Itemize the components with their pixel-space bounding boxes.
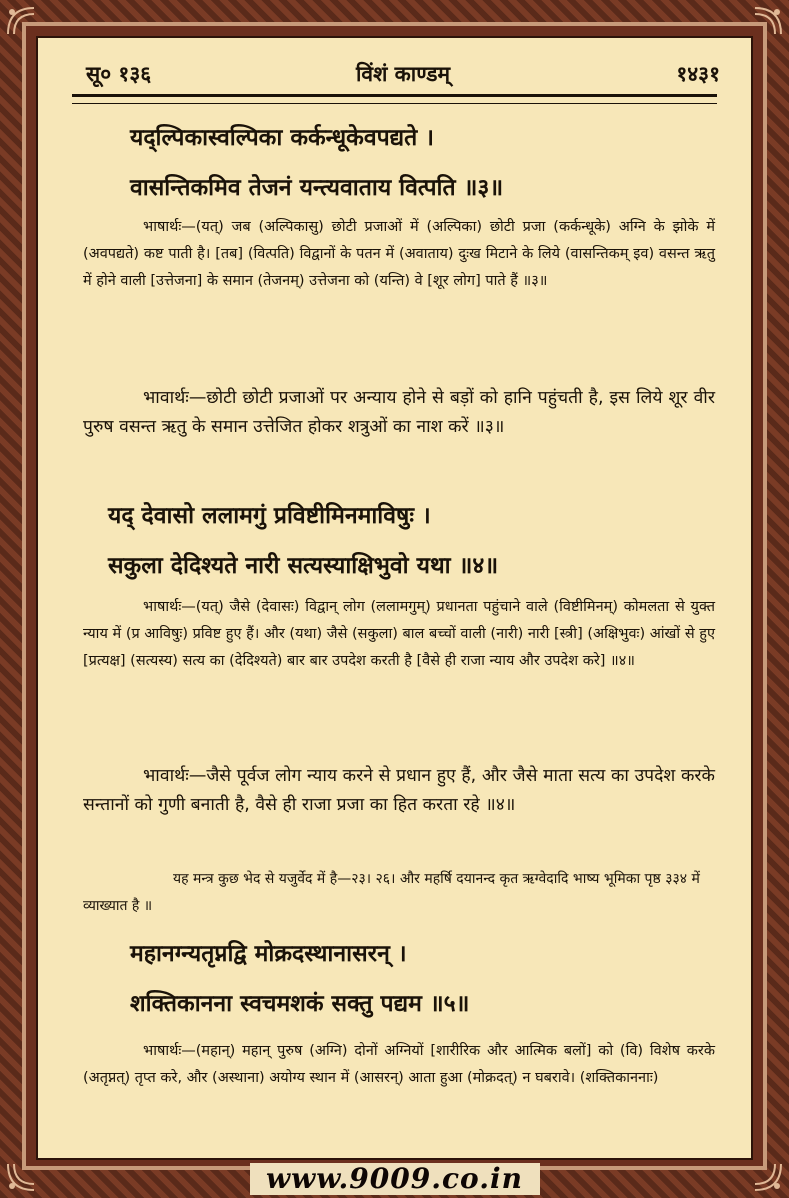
header-rule — [72, 94, 717, 104]
page-header — [78, 56, 728, 92]
website-url: www.9009.co.in — [266, 1162, 523, 1195]
mantra-3-line-2: वासन्तिकमिव तेजनं यन्त्यवाताय वित्पति ॥३॥ — [130, 175, 504, 201]
page-number: १४३१ — [676, 62, 720, 86]
kanda-title: विंशं काण्डम् — [355, 62, 451, 86]
bhashya-4: भाषार्थः—(यत्) जैसे (देवासः) विद्वान् लोग (ललामगुम्) प्रधानता पहुंचाने वाले (विष्टीमिनम्) कोमलता से युक्त न्याय में (प्र आविषुः) प्रविष्ट हुए हैं। और (यथा) जैसे (सकुला) बाल बच्चों वाली (नारी) नारी [स्त्री] (अक्षिभुवः) आंखों से हुए [प्रत्यक्ष] (सत्यस्य) सत्य का (देदिश्यते) बार बार उपदेश करती है [वैसे ही राजा न्याय और उपदेश करे] ॥४॥ — [83, 599, 715, 669]
mantra-5-line-1: महानग्न्यतृप्नद्वि मोक्रदस्थानासरन् । — [130, 941, 407, 967]
scripture-page — [36, 36, 753, 1160]
bhavartha-3: भावार्थः—छोटी छोटी प्रजाओं पर अन्याय होने से बड़ों को हानि पहुंचती है, इस लिये शूर वीर पुरुष वसन्त ऋतु के समान उत्तेजित होकर शत्रुओं का नाश करें ॥३॥ — [83, 388, 715, 437]
mantra-4-line-2: सकुला देदिश्यते नारी सत्यस्याक्षिभुवो यथा ॥४॥ — [108, 553, 499, 579]
bhashya-3: भाषार्थः—(यत्) जब (अल्पिकासु) छोटी प्रजाओं में (अल्पिका) छोटी प्रजा (कर्कन्धूके) अग्नि के झोके में (अवपद्यते) कष्ट पाती है। [तब] (वित्पति) विद्वानों के पतन में (अवाताय) दुःख मिटाने के लिये (वासन्तिकम् इव) वसन्त ऋतु में होने वाली [उत्तेजना] के समान (तेजनम्) उत्तेजना को (यन्ति) वे [शूर लोग] पाते हैं ॥३॥ — [83, 219, 715, 289]
sukta-number: सू० १३६ — [86, 62, 152, 86]
mantra-5-line-2: शक्तिकानना स्वचमशकं सक्तु पद्यम ॥५॥ — [130, 991, 470, 1017]
mantra-4-line-1: यद् देवासो ललामगुं प्रविष्टीमिनमाविषुः । — [108, 503, 431, 529]
corner-ornament-icon — [751, 4, 785, 38]
mantra-3-line-1: यद्ल्पिकास्वल्पिका कर्कन्धूकेवपद्यते । — [130, 125, 434, 151]
footnote-4: यह मन्त्र कुछ भेद से यजुर्वेद में है—२३। २६। और महर्षि दयानन्द कृत ऋग्वेदादि भाष्य भूमिका पृष्ठ ३३४ में व्याख्यात है ॥ — [83, 871, 700, 914]
bhashya-5: भाषार्थः—(महान्) महान् पुरुष (अग्नि) दोनों अग्नियों [शारीरिक और आत्मिक बलों] को (वि) विशेष करके (अतृप्नत्) तृप्त करे, और (अस्थाना) अयोग्य स्थान में (आसरन्) आता हुआ (मोक्रदत्) न घबरावे। (शक्तिकाननाः) — [83, 1043, 715, 1086]
bhavartha-4: भावार्थः—जैसे पूर्वज लोग न्याय करने से प्रधान हुए हैं, और जैसे माता सत्य का उपदेश करके सन्तानों को गुणी बनाती है, वैसे ही राजा प्रजा का हित करता रहे ॥४॥ — [83, 766, 715, 815]
corner-ornament-icon — [4, 4, 38, 38]
